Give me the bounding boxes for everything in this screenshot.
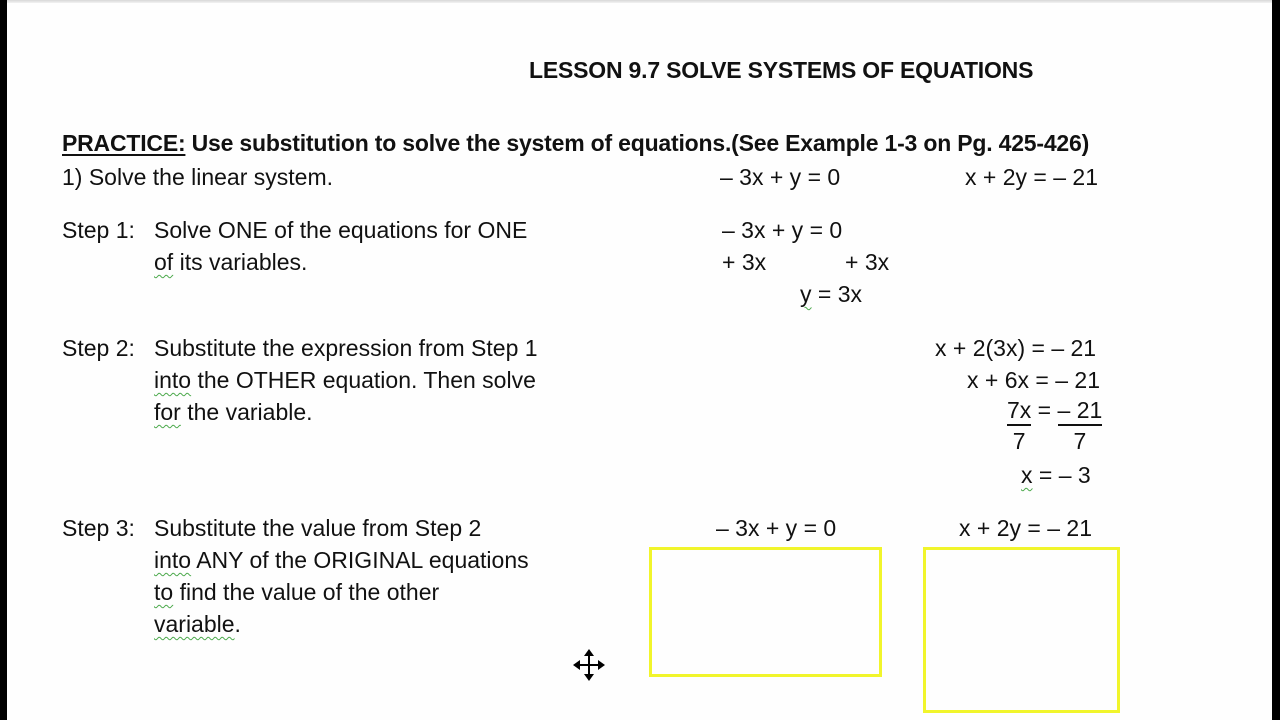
step3-line1: Substitute the value from Step 2 xyxy=(154,515,482,541)
step2-work-division xyxy=(1007,396,1102,456)
step2-line2-rest: the OTHER equation. Then solve xyxy=(191,367,536,393)
step1-work-add-left: + 3x xyxy=(722,249,767,275)
lesson-title: LESSON 9.7 SOLVE SYSTEMS OF EQUATIONS xyxy=(529,57,1034,83)
document-page xyxy=(7,0,1272,720)
step2-line1: Substitute the expression from Step 1 xyxy=(154,335,538,361)
answer-box-2[interactable] xyxy=(923,547,1120,713)
step1-result-var: y xyxy=(800,281,812,307)
step1-line2-rest: its variables. xyxy=(173,249,308,275)
step3-line3-squiggle-word: to xyxy=(154,579,174,605)
page-top-edge xyxy=(7,0,1272,3)
fraction-left-denominator: 7 xyxy=(1012,428,1026,454)
step3-label: Step 3: xyxy=(62,515,135,541)
fraction-right-numerator: – 21 xyxy=(1058,396,1103,426)
step2-work-line1: x + 2(3x) = – 21 xyxy=(935,335,1097,361)
step1-instructions xyxy=(62,214,527,278)
answer-box-1[interactable] xyxy=(649,547,882,677)
step2-result-var: x xyxy=(1021,462,1033,488)
fraction-right xyxy=(1058,396,1103,456)
problem-prompt: 1) Solve the linear system. xyxy=(62,164,334,190)
step1-line2-squiggle-word: of xyxy=(154,249,174,275)
step3-line3-rest: find the value of the other xyxy=(173,579,440,605)
step1-result-rest: = 3x xyxy=(811,281,863,307)
step3-box1-equation: – 3x + y = 0 xyxy=(716,515,837,541)
step2-line3-squiggle-word: for xyxy=(154,399,181,425)
step1-work-line1: – 3x + y = 0 xyxy=(722,217,843,243)
step1-work-result xyxy=(800,278,862,310)
step2-work-line2: x + 6x = – 21 xyxy=(967,367,1100,393)
move-cursor-icon xyxy=(572,648,606,682)
fraction-right-denominator: 7 xyxy=(1073,428,1087,454)
step1-line1: Solve ONE of the equations for ONE xyxy=(154,217,528,243)
step3-instructions xyxy=(62,512,529,640)
step2-line2-squiggle-word: into xyxy=(154,367,192,393)
fraction-equals: = xyxy=(1031,397,1058,423)
step3-box2-equation: x + 2y = – 21 xyxy=(959,515,1092,541)
step1-label: Step 1: xyxy=(62,217,135,243)
fraction-left xyxy=(1007,396,1031,456)
step2-line3-rest: the variable. xyxy=(180,399,313,425)
step2-result-rest: = – 3 xyxy=(1032,462,1091,488)
step1-work-add-right: + 3x xyxy=(845,249,890,275)
step2-work-result xyxy=(1021,459,1091,491)
step3-line2-rest: ANY of the ORIGINAL equations xyxy=(191,547,529,573)
step3-line2-squiggle-word: into xyxy=(154,547,192,573)
step2-instructions xyxy=(62,332,538,428)
original-equation-1: – 3x + y = 0 xyxy=(720,164,841,190)
fraction-left-numerator: 7x xyxy=(1007,396,1031,426)
original-equation-2: x + 2y = – 21 xyxy=(965,164,1098,190)
step3-line4-squiggle-word: variable xyxy=(154,611,235,637)
practice-label: PRACTICE: xyxy=(62,130,186,156)
practice-text: Use substitution to solve the system of equations.(See Example 1-3 on Pg. 425-426) xyxy=(185,130,1090,156)
practice-instruction xyxy=(62,130,1089,157)
step3-line4-rest: . xyxy=(234,611,241,637)
step2-label: Step 2: xyxy=(62,335,135,361)
